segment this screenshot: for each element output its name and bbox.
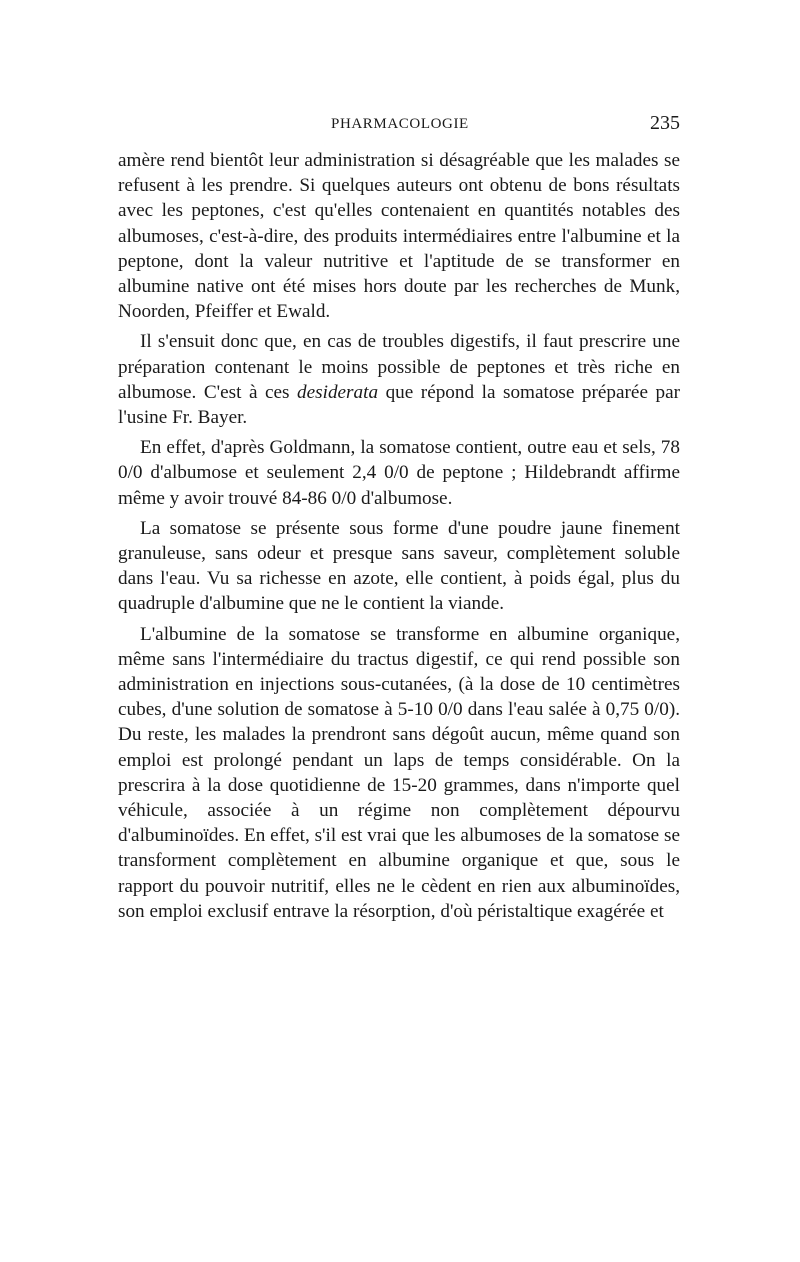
paragraph-somatose-intro [118,329,680,430]
running-header [118,112,680,138]
paragraph-continuation: amère rend bientôt leur administration si désagréable que les malades se refusent à les prendre. Si quelques auteurs ont obtenu de bons résultats avec les peptones, c'est qu'elles contenaient en quantités notables des albumoses, c'est-à-dire, des produits intermédiaires entre l'albumine et la peptone, dont la valeur nutritive et l'aptitude de se transformer en albumine native ont été mises hors doute par les recherches de Munk, Noorden, Pfeiffer et Ewald. [118,150,680,323]
paragraph-administration: L'albumine de la somatose se transforme en albumine organique, même sans l'intermédiaire du tractus digestif, ce qui rend possible son administration en injections sous-cutanées, (à la dose de 10 centimètres cubes, d'une solution de somatose à 5-10 0/0 dans l'eau salée à 0,75 0/0). Du reste, les malades la prendront sans dégoût aucun, même quand son emploi est prolongé pendant un laps de temps considérable. On la prescrira à la dose quotidienne de 15-20 grammes, dans n'importe quel véhicule, associée à un régime non complètement dépourvu d'albuminoïdes. En effet, s'il est vrai que les albumoses de la somatose se transforment complètement en albumine organique et que, sous le rapport du pouvoir nutritif, elles ne le cèdent en rien aux albuminoïdes, son emploi exclusif entrave la résorption, d'où péristaltique exagérée et [118,623,680,922]
paragraph-text-after: que répond la somatose préparée par l'usine Fr. Bayer. [118,381,680,429]
desiderata-italic: desiderata [297,381,379,403]
body-text [118,148,680,929]
paragraph-text-before: Il s'ensuit donc que, en cas de troubles digestifs, il faut prescrire une préparation contenant le moins possible de peptones et très riche en albumose. C'est à ces [118,331,680,403]
paragraph-description: La somatose se présente sous forme d'une poudre jaune finement granuleuse, sans odeur et presque sans saveur, complètement soluble dans l'eau. Vu sa richesse en azote, elle contient, à poids égal, plus du quadruple d'albumine que ne le contient la viande. [118,517,680,615]
paragraph-composition: En effet, d'après Goldmann, la somatose contient, outre eau et sels, 78 0/0 d'albumose et seulement 2,4 0/0 de peptone ; Hildebrandt affirme même y avoir trouvé 84-86 0/0 d'albumose. [118,437,680,509]
page-number: 235 [650,112,680,134]
running-title: PHARMACOLOGIE [331,116,469,132]
